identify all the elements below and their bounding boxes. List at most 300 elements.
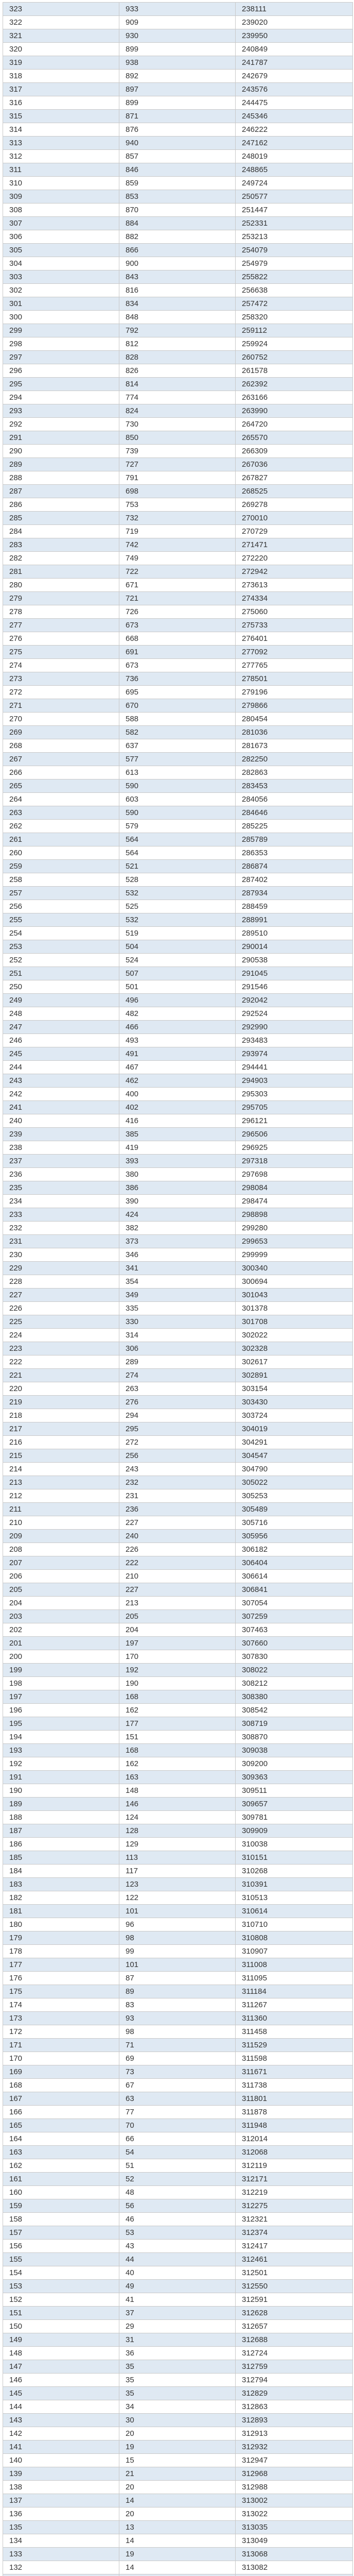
count-cell: 294: [119, 1409, 236, 1422]
score-cell: 239: [3, 1128, 119, 1141]
cumulative-cell: 285789: [236, 833, 353, 846]
count-cell: 30: [119, 2414, 236, 2427]
count-cell: 816: [119, 284, 236, 297]
cumulative-cell: 294903: [236, 1074, 353, 1088]
table-row: [3, 1275, 353, 1289]
score-cell: 235: [3, 1181, 119, 1195]
cumulative-cell: 254079: [236, 244, 353, 257]
cumulative-cell: 282250: [236, 753, 353, 766]
count-cell: 36: [119, 2347, 236, 2360]
table-row: [3, 2226, 353, 2240]
table-row: [3, 1610, 353, 1623]
table-row: [3, 364, 353, 378]
score-cell: 172: [3, 2025, 119, 2039]
count-cell: 577: [119, 753, 236, 766]
cumulative-cell: 251447: [236, 204, 353, 217]
cumulative-cell: 313082: [236, 2561, 353, 2574]
table-row: [3, 2186, 353, 2199]
score-cell: 179: [3, 1931, 119, 1945]
count-cell: 491: [119, 1047, 236, 1061]
count-cell: 177: [119, 1717, 236, 1731]
count-cell: 93: [119, 2012, 236, 2025]
cumulative-cell: 312759: [236, 2360, 353, 2374]
count-cell: 670: [119, 699, 236, 713]
count-cell: 43: [119, 2240, 236, 2253]
score-cell: 146: [3, 2374, 119, 2387]
table-row: [3, 2521, 353, 2534]
count-cell: 87: [119, 1972, 236, 1985]
table-row: [3, 1543, 353, 1556]
table-row: [3, 525, 353, 538]
cumulative-cell: 308380: [236, 1690, 353, 1704]
score-cell: [3, 2574, 119, 2576]
table-row: [3, 2146, 353, 2159]
count-cell: 496: [119, 994, 236, 1007]
score-cell: 221: [3, 1369, 119, 1382]
score-cell: 244: [3, 1061, 119, 1074]
table-row: [3, 954, 353, 967]
score-cell: 241: [3, 1101, 119, 1114]
count-cell: 51: [119, 2159, 236, 2173]
cumulative-cell: 274334: [236, 592, 353, 605]
cumulative-cell: 309363: [236, 1771, 353, 1784]
table-row: [3, 485, 353, 498]
cumulative-cell: 311095: [236, 1972, 353, 1985]
count-cell: 341: [119, 1262, 236, 1275]
cumulative-cell: 310808: [236, 1931, 353, 1945]
count-cell: 732: [119, 512, 236, 525]
count-cell: 532: [119, 887, 236, 900]
count-cell: 673: [119, 659, 236, 672]
score-cell: 192: [3, 1757, 119, 1771]
cumulative-cell: 308212: [236, 1677, 353, 1690]
table-row: [3, 820, 353, 833]
table-row: [3, 297, 353, 311]
count-cell: 501: [119, 980, 236, 994]
table-row: [3, 1556, 353, 1570]
count-cell: 385: [119, 1128, 236, 1141]
cumulative-cell: 262392: [236, 378, 353, 391]
count-cell: 168: [119, 1744, 236, 1757]
cumulative-cell: 282863: [236, 766, 353, 779]
cumulative-cell: 287402: [236, 873, 353, 887]
table-row: [3, 1061, 353, 1074]
table-row: [3, 431, 353, 445]
cumulative-cell: 286874: [236, 860, 353, 873]
count-cell: 380: [119, 1168, 236, 1181]
cumulative-cell: 267036: [236, 458, 353, 471]
count-cell: 31: [119, 2333, 236, 2347]
cumulative-cell: 277765: [236, 659, 353, 672]
table-row: [3, 96, 353, 110]
cumulative-cell: 311878: [236, 2106, 353, 2119]
cumulative-cell: 313002: [236, 2494, 353, 2507]
cumulative-cell: 290538: [236, 954, 353, 967]
table-row: [3, 1047, 353, 1061]
cumulative-cell: 309038: [236, 1744, 353, 1757]
table-row: [3, 2320, 353, 2333]
cumulative-cell: 292042: [236, 994, 353, 1007]
score-cell: 312: [3, 150, 119, 163]
count-cell: 20: [119, 2507, 236, 2521]
cumulative-cell: 311598: [236, 2052, 353, 2065]
score-cell: 201: [3, 1637, 119, 1650]
table-row: [3, 1744, 353, 1757]
cumulative-cell: 310038: [236, 1838, 353, 1851]
cumulative-cell: 312947: [236, 2454, 353, 2467]
table-row: [3, 1034, 353, 1047]
table-row: [3, 1972, 353, 1985]
cumulative-cell: 292524: [236, 1007, 353, 1021]
cumulative-cell: 286353: [236, 846, 353, 860]
score-cell: 299: [3, 324, 119, 337]
table-row: [3, 646, 353, 659]
cumulative-cell: 305716: [236, 1516, 353, 1530]
count-cell: 897: [119, 83, 236, 96]
table-row: [3, 1503, 353, 1516]
cumulative-cell: 307830: [236, 1650, 353, 1664]
table-row: [3, 257, 353, 270]
cumulative-cell: 255822: [236, 270, 353, 284]
count-cell: 46: [119, 2213, 236, 2226]
cumulative-cell: 302891: [236, 1369, 353, 1382]
score-cell: 155: [3, 2253, 119, 2266]
table-row: [3, 1690, 353, 1704]
cumulative-cell: 304547: [236, 1449, 353, 1463]
cumulative-cell: 259112: [236, 324, 353, 337]
cumulative-cell: 313049: [236, 2534, 353, 2548]
cumulative-cell: 311738: [236, 2079, 353, 2092]
score-cell: 164: [3, 2132, 119, 2146]
table-row: [3, 110, 353, 123]
score-cell: 227: [3, 1289, 119, 1302]
table-row: [3, 2213, 353, 2226]
cumulative-cell: 246222: [236, 123, 353, 137]
count-cell: 382: [119, 1222, 236, 1235]
score-cell: 198: [3, 1677, 119, 1690]
table-row: [3, 244, 353, 257]
score-cell: 165: [3, 2119, 119, 2132]
score-cell: 272: [3, 686, 119, 699]
table-row: [3, 2534, 353, 2548]
count-cell: 876: [119, 123, 236, 137]
cumulative-cell: 301708: [236, 1315, 353, 1329]
count-cell: 227: [119, 1583, 236, 1597]
score-cell: 277: [3, 619, 119, 632]
table-row: [3, 2280, 353, 2293]
table-row: [3, 2441, 353, 2454]
table-row: [3, 940, 353, 954]
score-cell: 156: [3, 2240, 119, 2253]
count-cell: 41: [119, 2293, 236, 2307]
count-cell: 857: [119, 150, 236, 163]
table-row: [3, 1824, 353, 1838]
count-cell: 48: [119, 2186, 236, 2199]
cumulative-cell: 310391: [236, 1878, 353, 1891]
score-cell: 315: [3, 110, 119, 123]
score-cell: 160: [3, 2186, 119, 2199]
cumulative-cell: 301378: [236, 1302, 353, 1315]
table-row: [3, 1168, 353, 1181]
table-row: [3, 1422, 353, 1436]
score-cell: 307: [3, 217, 119, 230]
table-row: [3, 1235, 353, 1248]
cumulative-cell: 312913: [236, 2427, 353, 2441]
score-cell: 147: [3, 2360, 119, 2374]
count-cell: 843: [119, 270, 236, 284]
count-cell: 726: [119, 605, 236, 619]
score-cell: 267: [3, 753, 119, 766]
cumulative-cell: 279866: [236, 699, 353, 713]
cumulative-cell: 252331: [236, 217, 353, 230]
cumulative-cell: 312932: [236, 2441, 353, 2454]
table-row: [3, 2454, 353, 2467]
count-cell: 20: [119, 2427, 236, 2441]
score-cell: 140: [3, 2454, 119, 2467]
score-cell: 233: [3, 1208, 119, 1222]
count-cell: 742: [119, 538, 236, 552]
count-cell: 113: [119, 1851, 236, 1865]
table-row: [3, 2548, 353, 2561]
score-cell: 174: [3, 1998, 119, 2012]
table-row: [3, 177, 353, 190]
score-cell: 231: [3, 1235, 119, 1248]
table-row: [3, 471, 353, 485]
score-cell: 319: [3, 56, 119, 70]
cumulative-cell: 278501: [236, 672, 353, 686]
table-row: [3, 619, 353, 632]
score-cell: 139: [3, 2467, 119, 2481]
count-cell: 354: [119, 1275, 236, 1289]
table-row: [3, 1985, 353, 1998]
table-row: [3, 1101, 353, 1114]
score-cell: 219: [3, 1396, 119, 1409]
score-cell: 158: [3, 2213, 119, 2226]
table-row: [3, 1771, 353, 1784]
cumulative-cell: 253213: [236, 230, 353, 244]
cumulative-cell: 302617: [236, 1355, 353, 1369]
score-cell: 166: [3, 2106, 119, 2119]
count-cell: 467: [119, 1061, 236, 1074]
cumulative-cell: 267827: [236, 471, 353, 485]
cumulative-cell: 307463: [236, 1623, 353, 1637]
table-row: [3, 83, 353, 96]
count-cell: 210: [119, 1570, 236, 1583]
table-row: [3, 2561, 353, 2574]
score-cell: 177: [3, 1958, 119, 1972]
cumulative-cell: 289510: [236, 927, 353, 940]
cumulative-cell: 313068: [236, 2548, 353, 2561]
count-cell: 34: [119, 2400, 236, 2414]
score-cell: 276: [3, 632, 119, 646]
score-cell: 199: [3, 1664, 119, 1677]
count-cell: 146: [119, 1798, 236, 1811]
count-cell: 44: [119, 2253, 236, 2266]
count-cell: 232: [119, 1476, 236, 1489]
score-cell: 132: [3, 2561, 119, 2574]
count-cell: 850: [119, 431, 236, 445]
score-cell: 191: [3, 1771, 119, 1784]
score-cell: 225: [3, 1315, 119, 1329]
table-body: [3, 3, 353, 2576]
cumulative-cell: 303430: [236, 1396, 353, 1409]
count-cell: 774: [119, 391, 236, 404]
cumulative-cell: 310710: [236, 1918, 353, 1931]
table-row: [3, 2307, 353, 2320]
table-row: [3, 137, 353, 150]
score-cell: 313: [3, 137, 119, 150]
table-row: [3, 552, 353, 565]
score-cell: 218: [3, 1409, 119, 1422]
score-cell: 270: [3, 713, 119, 726]
count-cell: 314: [119, 1329, 236, 1342]
score-cell: 206: [3, 1570, 119, 1583]
count-cell: 719: [119, 525, 236, 538]
table-row: [3, 538, 353, 552]
cumulative-cell: 306404: [236, 1556, 353, 1570]
count-cell: 240: [119, 1530, 236, 1543]
cumulative-cell: 311671: [236, 2065, 353, 2079]
cumulative-cell: 285225: [236, 820, 353, 833]
table-row: [3, 1436, 353, 1449]
score-cell: 151: [3, 2307, 119, 2320]
score-cell: 200: [3, 1650, 119, 1664]
score-cell: 207: [3, 1556, 119, 1570]
cumulative-cell: 250577: [236, 190, 353, 204]
score-cell: 257: [3, 887, 119, 900]
cumulative-cell: 269278: [236, 498, 353, 512]
table-row: [3, 2414, 353, 2427]
table-row: [3, 2119, 353, 2132]
count-cell: 66: [119, 2132, 236, 2146]
score-distribution-table: [3, 2, 353, 2576]
score-cell: 138: [3, 2481, 119, 2494]
table-row: [3, 29, 353, 43]
cumulative-cell: 258320: [236, 311, 353, 324]
cumulative-cell: 303724: [236, 1409, 353, 1422]
cumulative-cell: 305022: [236, 1476, 353, 1489]
count-cell: 274: [119, 1369, 236, 1382]
cumulative-cell: 287934: [236, 887, 353, 900]
cumulative-cell: 299999: [236, 1248, 353, 1262]
cumulative-cell: 309909: [236, 1824, 353, 1838]
cumulative-cell: 268525: [236, 485, 353, 498]
count-cell: 226: [119, 1543, 236, 1556]
table-row: [3, 2159, 353, 2173]
cumulative-cell: 260752: [236, 351, 353, 364]
table-row: [3, 2494, 353, 2507]
count-cell: 727: [119, 458, 236, 471]
score-cell: 320: [3, 43, 119, 56]
count-cell: 71: [119, 2039, 236, 2052]
score-cell: 194: [3, 1731, 119, 1744]
cumulative-cell: 312275: [236, 2199, 353, 2213]
table-row: [3, 873, 353, 887]
cumulative-cell: 311008: [236, 1958, 353, 1972]
score-cell: 150: [3, 2320, 119, 2333]
cumulative-cell: 275060: [236, 605, 353, 619]
count-cell: 899: [119, 43, 236, 56]
count-cell: 101: [119, 1905, 236, 1918]
cumulative-cell: 264720: [236, 418, 353, 431]
count-cell: 162: [119, 1704, 236, 1717]
table-row: [3, 860, 353, 873]
count-cell: 14: [119, 2561, 236, 2574]
table-row: [3, 1905, 353, 1918]
cumulative-cell: 311267: [236, 1998, 353, 2012]
score-cell: 204: [3, 1597, 119, 1610]
table-row: [3, 1798, 353, 1811]
count-cell: 213: [119, 1597, 236, 1610]
score-cell: 141: [3, 2441, 119, 2454]
count-cell: 89: [119, 1985, 236, 1998]
table-row: [3, 1449, 353, 1463]
cumulative-cell: 307054: [236, 1597, 353, 1610]
count-cell: 792: [119, 324, 236, 337]
table-row: [3, 1891, 353, 1905]
table-row: [3, 1181, 353, 1195]
count-cell: 349: [119, 1289, 236, 1302]
table-row: [3, 1811, 353, 1824]
count-cell: 462: [119, 1074, 236, 1088]
score-cell: 238: [3, 1141, 119, 1155]
score-cell: 301: [3, 297, 119, 311]
score-cell: 322: [3, 16, 119, 29]
table-row: [3, 404, 353, 418]
cumulative-cell: 304790: [236, 1463, 353, 1476]
count-cell: 13: [119, 2521, 236, 2534]
count-cell: 236: [119, 1503, 236, 1516]
score-cell: 243: [3, 1074, 119, 1088]
cumulative-cell: 238111: [236, 3, 353, 16]
score-cell: 223: [3, 1342, 119, 1355]
score-cell: 236: [3, 1168, 119, 1181]
count-cell: 168: [119, 1690, 236, 1704]
table-row: [3, 579, 353, 592]
table-row: [3, 56, 353, 70]
score-cell: 266: [3, 766, 119, 779]
table-row: [3, 1597, 353, 1610]
score-cell: 285: [3, 512, 119, 525]
cumulative-cell: 311948: [236, 2119, 353, 2132]
table-row: [3, 1155, 353, 1168]
cumulative-cell: 306182: [236, 1543, 353, 1556]
table-row: [3, 1021, 353, 1034]
count-cell: 63: [119, 2092, 236, 2106]
cumulative-cell: 310614: [236, 1905, 353, 1918]
count-cell: 289: [119, 1355, 236, 1369]
count-cell: 128: [119, 1824, 236, 1838]
count-cell: 390: [119, 1195, 236, 1208]
cumulative-cell: 308022: [236, 1664, 353, 1677]
cumulative-cell: 298898: [236, 1208, 353, 1222]
cumulative-cell: 239950: [236, 29, 353, 43]
count-cell: 53: [119, 2226, 236, 2240]
count-cell: 14: [119, 2494, 236, 2507]
score-cell: 167: [3, 2092, 119, 2106]
count-cell: 564: [119, 846, 236, 860]
cumulative-cell: 305956: [236, 1530, 353, 1543]
count-cell: 122: [119, 1891, 236, 1905]
cumulative-cell: 307259: [236, 1610, 353, 1623]
score-cell: 168: [3, 2079, 119, 2092]
count-cell: 466: [119, 1021, 236, 1034]
score-cell: 287: [3, 485, 119, 498]
score-cell: 157: [3, 2226, 119, 2240]
score-cell: 186: [3, 1838, 119, 1851]
table-row: [3, 2467, 353, 2481]
table-row: [3, 163, 353, 177]
